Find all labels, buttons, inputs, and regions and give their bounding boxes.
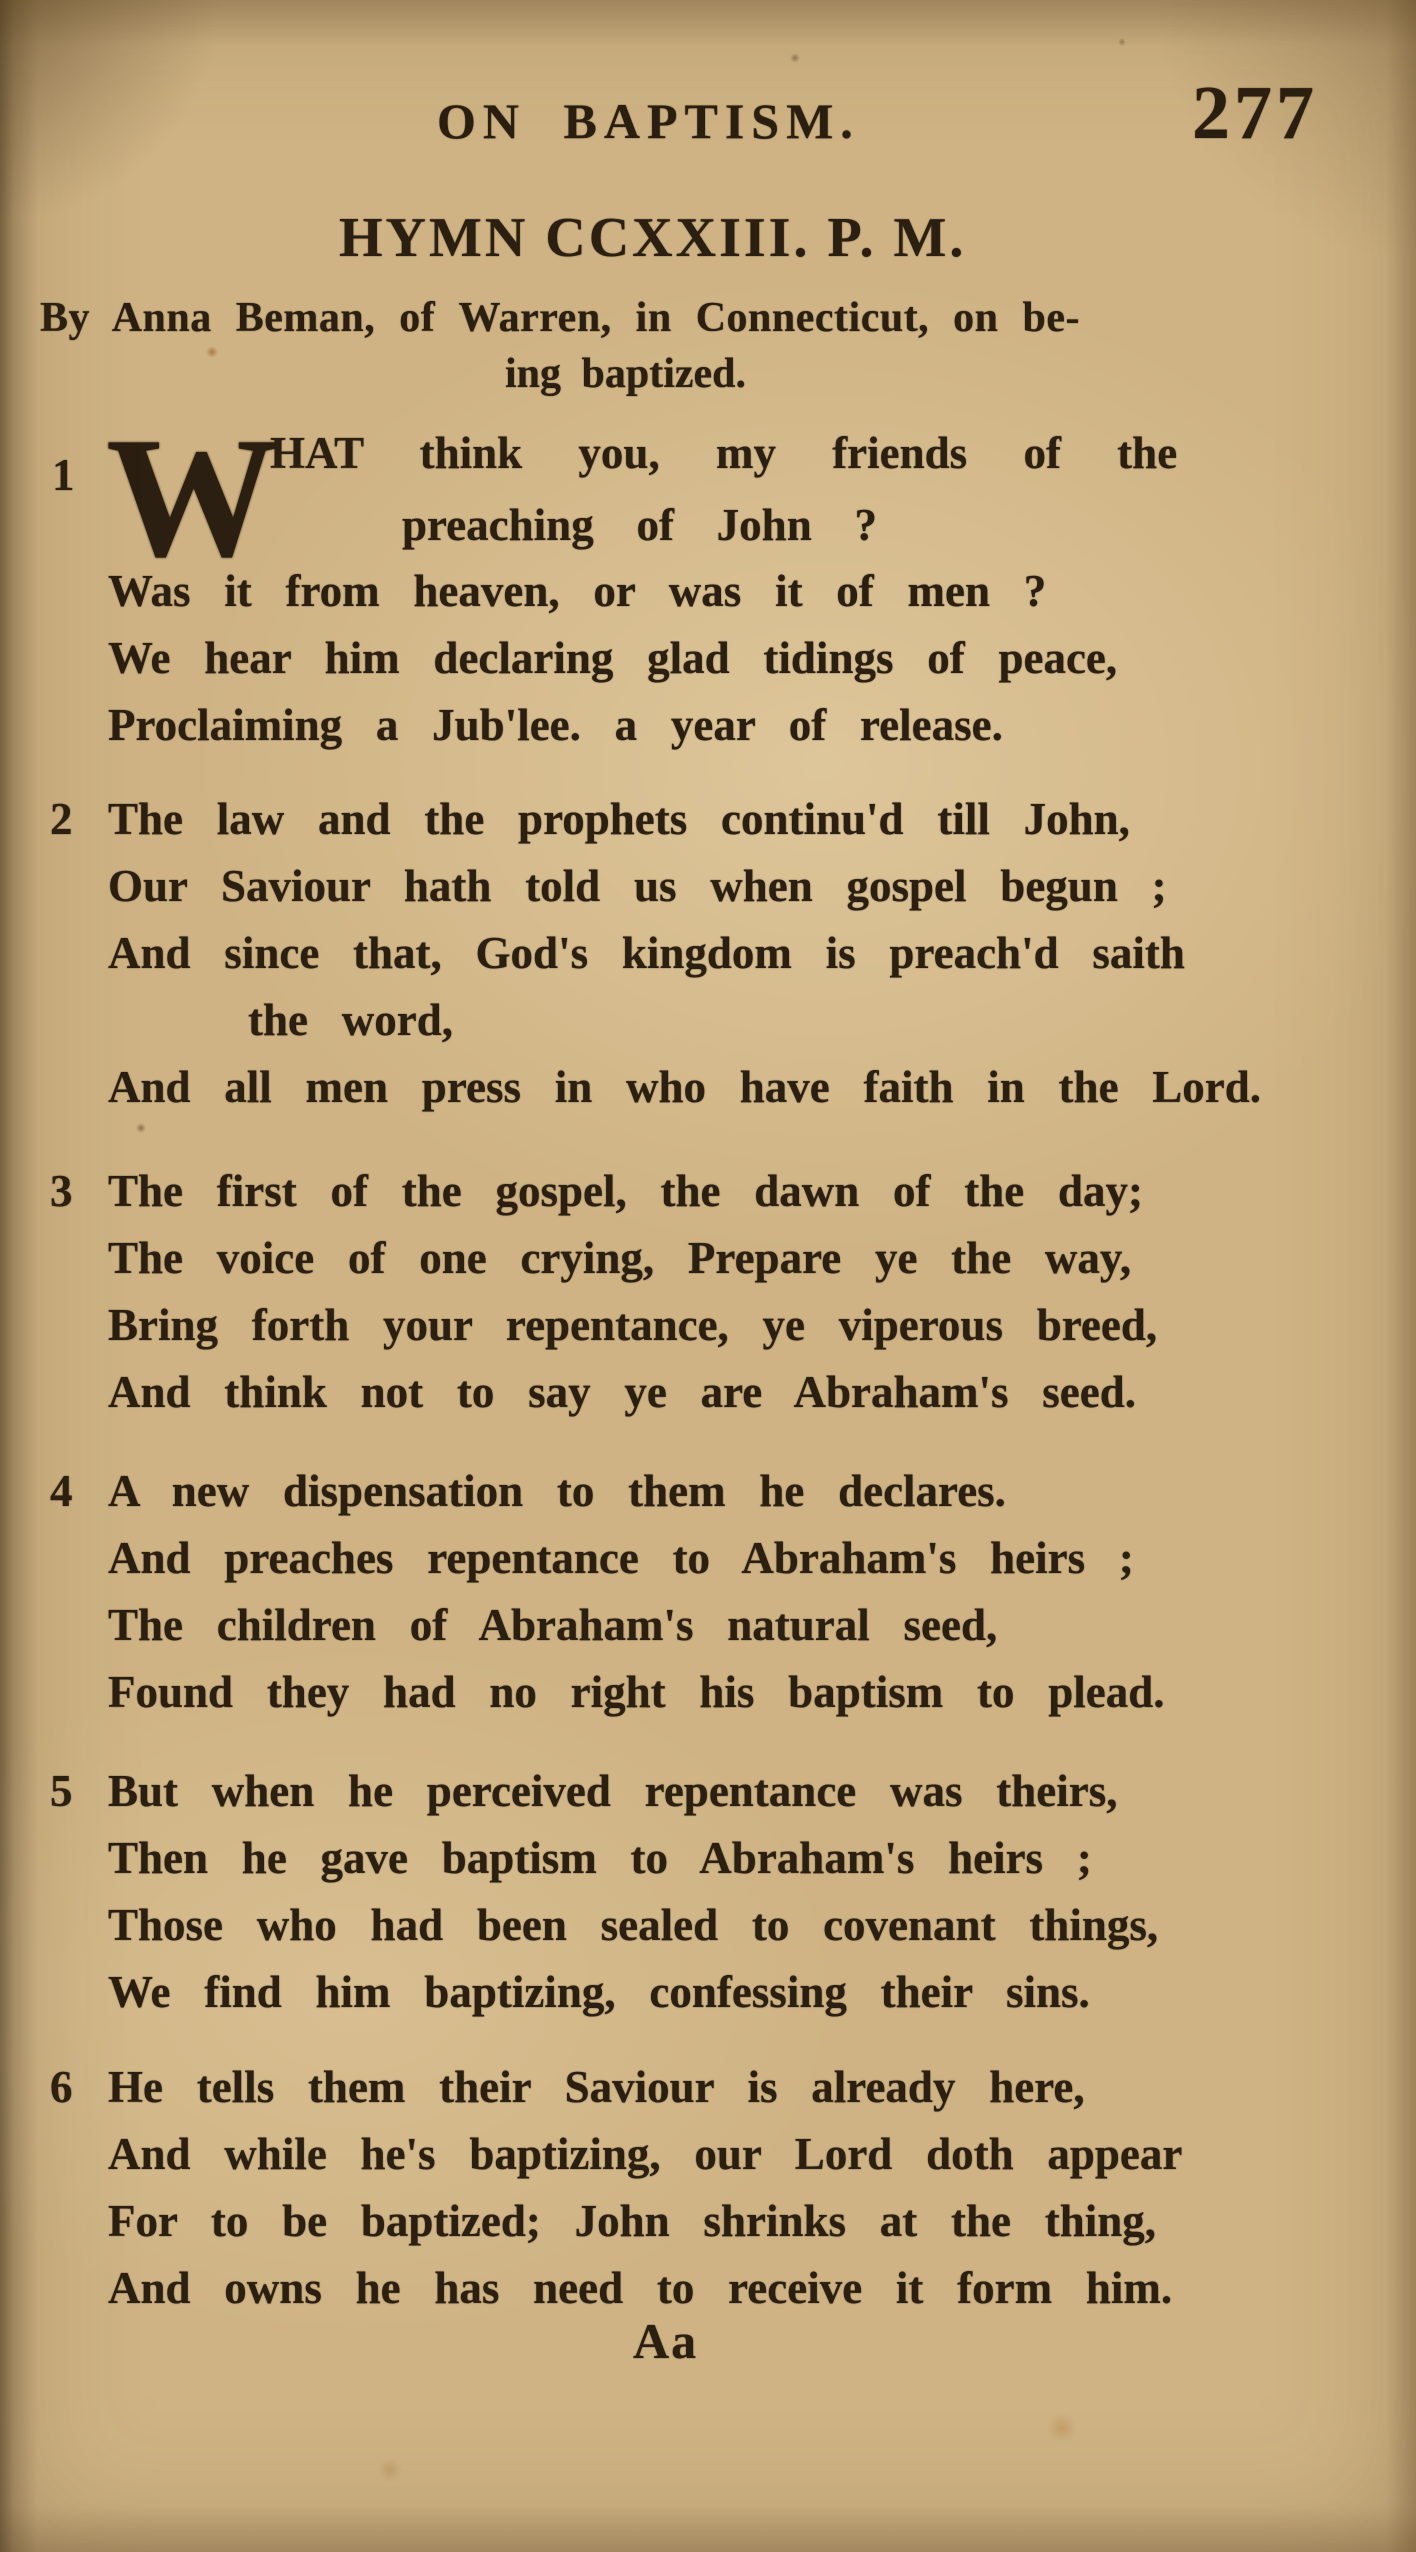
verse-line: A new dispensation to them he declares. — [108, 1466, 1006, 1516]
verse-line: The voice of one crying, Prepare ye the way, — [108, 1233, 1132, 1283]
verse — [42, 403, 1382, 766]
verse-line: And preaches repentance to Abraham's heirs ; — [108, 1533, 1134, 1583]
verse-number: 3 — [50, 1166, 73, 1216]
verse-line: And since that, God's kingdom is preach'd saith — [108, 928, 1185, 978]
verse-line: preaching of John ? — [402, 500, 877, 550]
running-header: ON BAPTISM. — [437, 93, 860, 149]
verse — [42, 1158, 1382, 1426]
verse-line: HAT think you, my friends of the — [270, 428, 1178, 478]
verse-number: 4 — [50, 1466, 73, 1516]
page-number: 277 — [1192, 71, 1318, 155]
verse-line: Then he gave baptism to Abraham's heirs ; — [108, 1833, 1092, 1883]
verse — [42, 786, 1382, 1121]
verse — [42, 1458, 1382, 1726]
hymn-title: HYMN CCXXIII. P. M. — [339, 207, 967, 269]
verse-line: The first of the gospel, the dawn of the day; — [108, 1166, 1143, 1216]
verse — [42, 1758, 1382, 2026]
verse-line: The children of Abraham's natural seed, — [108, 1600, 998, 1650]
verse-line: And while he's baptizing, our Lord doth appear — [108, 2129, 1183, 2179]
verse-number: 1 — [52, 450, 75, 500]
verse-line: But when he perceived repentance was theirs, — [108, 1766, 1118, 1816]
verse-line: And all men press in who have faith in the Lord. — [108, 1062, 1262, 1112]
signature-mark: Aa — [633, 2313, 699, 2369]
verse — [42, 2054, 1382, 2322]
verse-line: He tells them their Saviour is already here, — [108, 2062, 1085, 2112]
verse-line: Proclaiming a Jub'lee. a year of release. — [108, 700, 1003, 750]
verse-line: Bring forth your repentance, ye viperous breed, — [108, 1300, 1158, 1350]
verse-line: And think not to say ye are Abraham's seed. — [108, 1367, 1137, 1417]
byline-line-2: ing baptized. — [505, 351, 747, 397]
verse-line: We find him baptizing, confessing their sins. — [108, 1967, 1090, 2017]
verse-line: We hear him declaring glad tidings of peace, — [108, 633, 1118, 683]
verse-number: 5 — [50, 1766, 73, 1816]
verse-line: Was it from heaven, or was it of men ? — [108, 566, 1047, 616]
verse-line: The law and the prophets continu'd till John, — [108, 794, 1130, 844]
verse-number: 2 — [50, 794, 73, 844]
verse-line: Our Saviour hath told us when gospel begun ; — [108, 861, 1167, 911]
verse-line: Found they had no right his baptism to plead. — [108, 1667, 1165, 1717]
drop-cap: W — [106, 403, 278, 593]
verse-line: And owns he has need to receive it form him. — [108, 2263, 1173, 2313]
verse-line: For to be baptized; John shrinks at the thing, — [108, 2196, 1157, 2246]
verse-line: Those who had been sealed to covenant things, — [108, 1900, 1159, 1950]
verse-number: 6 — [50, 2062, 73, 2112]
verse-line: the word, — [248, 995, 453, 1045]
byline-line-1: By Anna Beman, of Warren, in Connecticut, on be- — [40, 295, 1081, 341]
